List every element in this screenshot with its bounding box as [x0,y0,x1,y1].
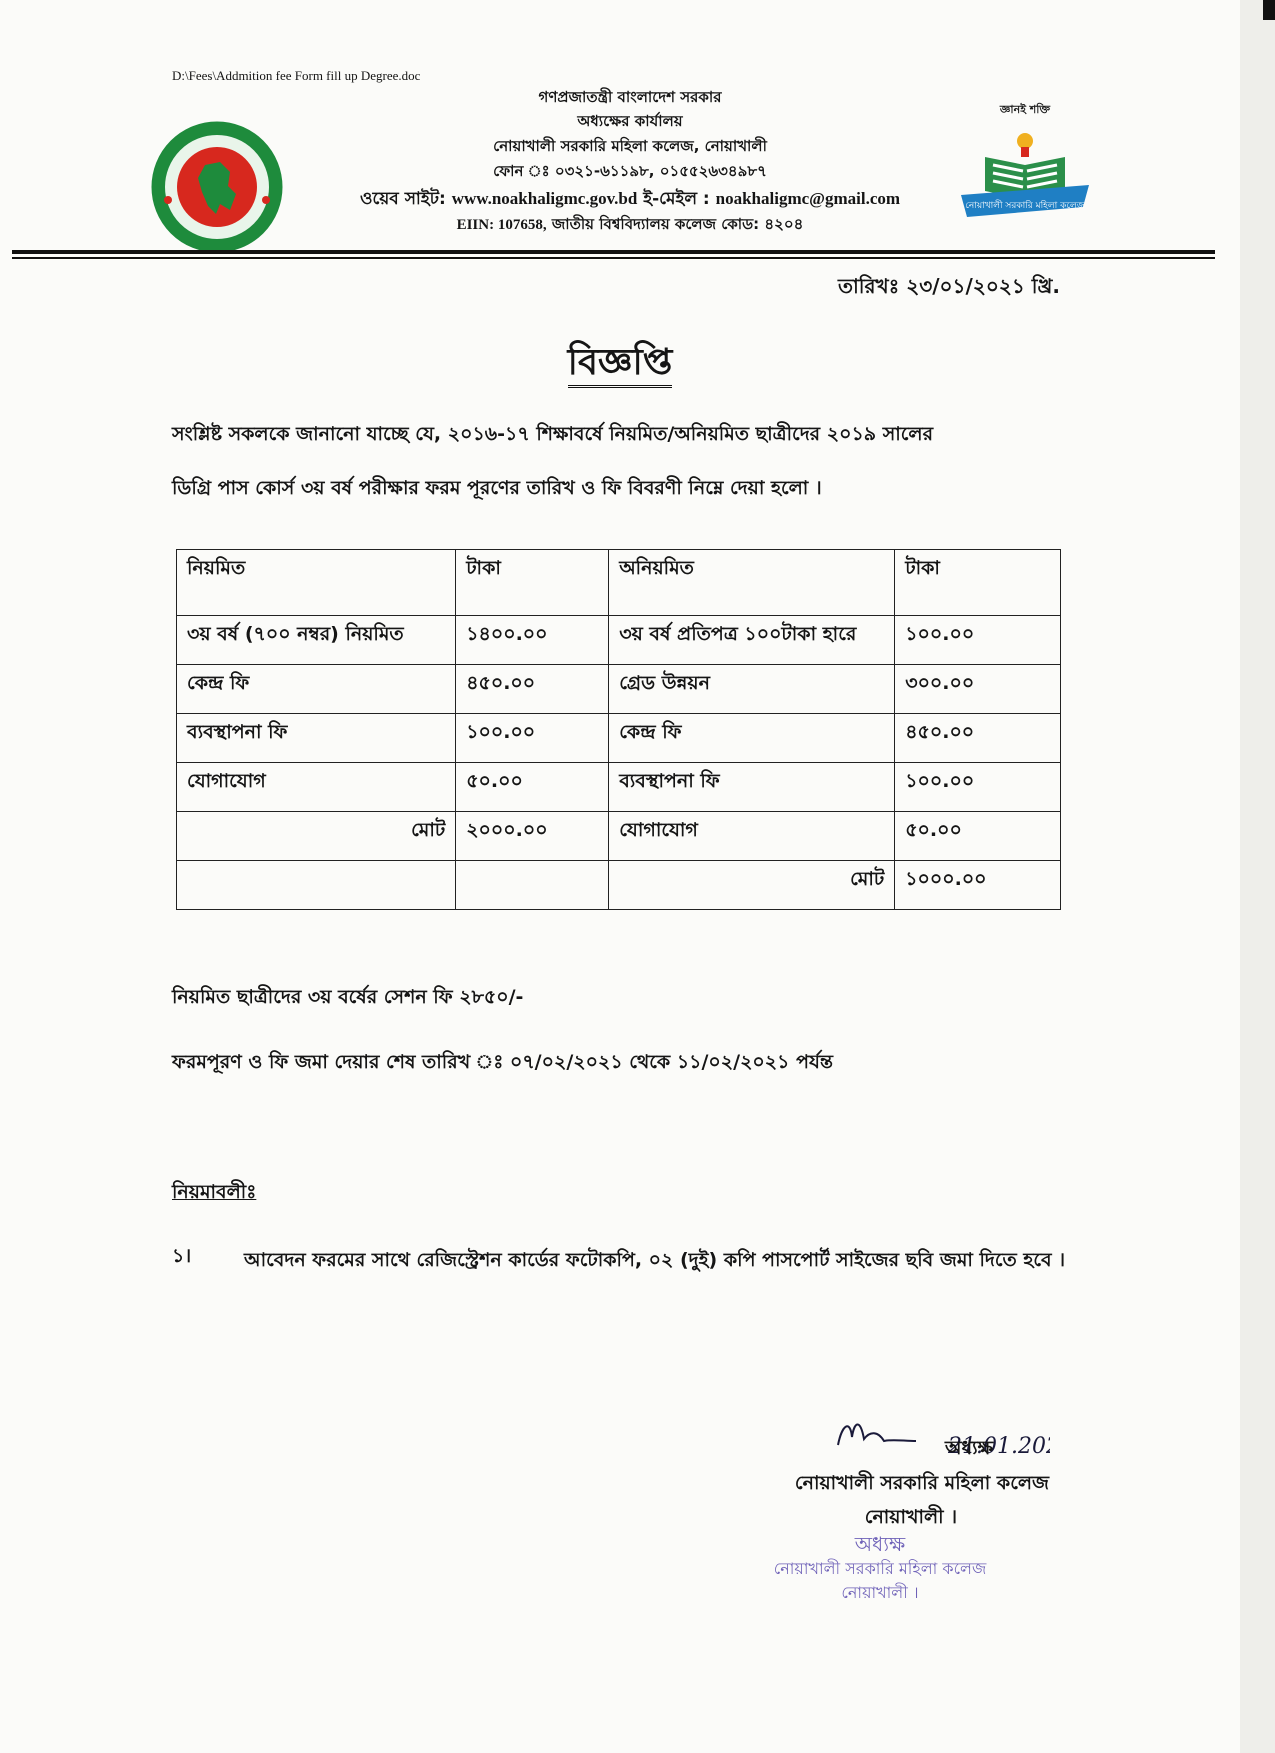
irregular-item: ব্যবস্থাপনা ফি [609,763,895,812]
header-irregular-amount: টাকা [895,550,1061,616]
table-row [177,763,1061,812]
irregular-item: যোগাযোগ [609,812,895,861]
header-divider-thin [12,257,1215,259]
regular-item: ব্যবস্থাপনা ফি [177,714,456,763]
stamp-place: নোয়াখালী । [841,1583,919,1602]
regular-total-amount: ২০০০.০০ [456,812,609,861]
web-label: ওয়েব সাইট: [359,189,446,209]
regular-amount: ১৪০০.০০ [456,616,609,665]
irregular-amount: ১০০.০০ [895,616,1061,665]
irregular-item: কেন্দ্র ফি [609,714,895,763]
table-row [177,616,1061,665]
regular-amount: ১০০.০০ [456,714,609,763]
header-irregular: অনিয়মিত [609,550,895,616]
table-row [177,812,1061,861]
rule-text: আবেদন ফরমের সাথে রেজিস্ট্রেশন কার্ডের ফটোকপি, ০২ (দুই) কপি পাসপোর্ট সাইজের ছবি জমা দিতে হবে । [244,1249,1066,1271]
irregular-item: গ্রেড উন্নয়ন [609,665,895,714]
fee-table [176,549,1061,910]
table-row [177,714,1061,763]
notice-title: বিজ্ঞপ্তি [568,342,673,388]
logo-motto-text: জ্ঞানই শক্তি [999,103,1051,116]
college-logo-graphic [955,95,1095,225]
signer-college: নোয়াখালী সরকারি মহিলা কলেজ [794,1472,1049,1494]
stamp-college: নোয়াখালী সরকারি মহিলা কলেজ [773,1559,987,1578]
irregular-total-amount: ১০০০.০০ [895,861,1061,910]
logo-ribbon-text: নোয়াখালী সরকারি মহিলা কলেজ [965,201,1085,211]
college-code: জাতীয় বিশ্ববিদ্যালয় কলেজ কোড: ৪২০৪ [551,215,804,233]
regular-total-label: মোট [177,812,456,861]
header-regular: নিয়মিত [177,550,456,616]
header-web-line [290,186,970,214]
file-path: D:\Fees\Addmition fee Form fill up Degree.doc [172,68,421,83]
regular-amount: ৫০.০০ [456,763,609,812]
intro-line-1: সংশ্লিষ্ট সকলকে জানানো যাচ্ছে যে, ২০১৬-১৭ শিক্ষাবর্ষে নিয়মিত/অনিয়মিত ছাত্রীদের ২০১৯ সালের [172,423,934,445]
scan-edge-mark [1263,0,1275,20]
session-fee-note: নিয়মিত ছাত্রীদের ৩য় বর্ষের সেশন ফি ২৮৫০/- [172,986,524,1008]
header-eiin-line [290,213,970,238]
header-regular-amount: টাকা [456,550,609,616]
table-row [177,665,1061,714]
intro-line-2: ডিগ্রি পাস কোর্স ৩য় বর্ষ পরীক্ষার ফরম পূরণের তারিখ ও ফি বিবরণী নিম্নে দেয়া হলো । [172,477,822,499]
email-label: ই-মেইল : [643,189,710,209]
regular-item: ৩য় বর্ষ (৭০০ নম্বর) নিয়মিত [177,616,456,665]
college-logo [955,95,1095,225]
government-seal-logo [150,120,285,255]
header-office: অধ্যক্ষের কার্যালয় [577,112,683,130]
irregular-amount: ৩০০.০০ [895,665,1061,714]
notice-date: তারিখঃ ২৩/০১/২০২১ খ্রি. [837,274,1060,298]
irregular-total-label: মোট [609,861,895,910]
header-phone: ফোন ঃ ০৩২১-৬১১৯৮, ০১৫৫২৬৩৪৯৮৭ [493,162,767,180]
regular-amount: ৪৫০.০০ [456,665,609,714]
header-government: গণপ্রজাতন্ত্রী বাংলাদেশ সরকার [538,88,722,106]
signer-place: নোয়াখালী । [864,1506,957,1528]
header-divider-thick [12,250,1215,254]
eiin-label: EIIN: 107658, [456,217,547,233]
irregular-amount: ১০০.০০ [895,763,1061,812]
regular-item: কেন্দ্র ফি [177,665,456,714]
rules-heading: নিয়মাবলীঃ [172,1181,257,1203]
table-header-row [177,550,1061,616]
table-row [177,861,1061,910]
empty-cell [456,861,609,910]
web-url: www.noakhaligmc.gov.bd [451,189,638,208]
notice-title-wrap [0,335,1240,395]
seal-graphic [150,120,285,255]
empty-cell [177,861,456,910]
regular-item: যোগাযোগ [177,763,456,812]
deadline-note: ফরমপূরণ ও ফি জমা দেয়ার শেষ তারিখ ঃ ০৭/০২/২০২১ থেকে ১১/০২/২০২১ পর্যন্ত [172,1051,834,1073]
signer-title: অধ্যক্ষ [944,1437,993,1459]
stamp-title: অধ্যক্ষ [854,1532,906,1556]
rule-number: ১। [172,1245,192,1267]
signature-date: 21.01.20 [948,1434,1046,1459]
irregular-amount: ৫০.০০ [895,812,1061,861]
irregular-amount: ৪৫০.০০ [895,714,1061,763]
header-college: নোয়াখালী সরকারি মহিলা কলেজ, নোয়াখালী [493,137,767,155]
email-address: noakhaligmc@gmail.com [715,189,901,208]
irregular-item: ৩য় বর্ষ প্রতিপত্র ১০০টাকা হারে [609,616,895,665]
